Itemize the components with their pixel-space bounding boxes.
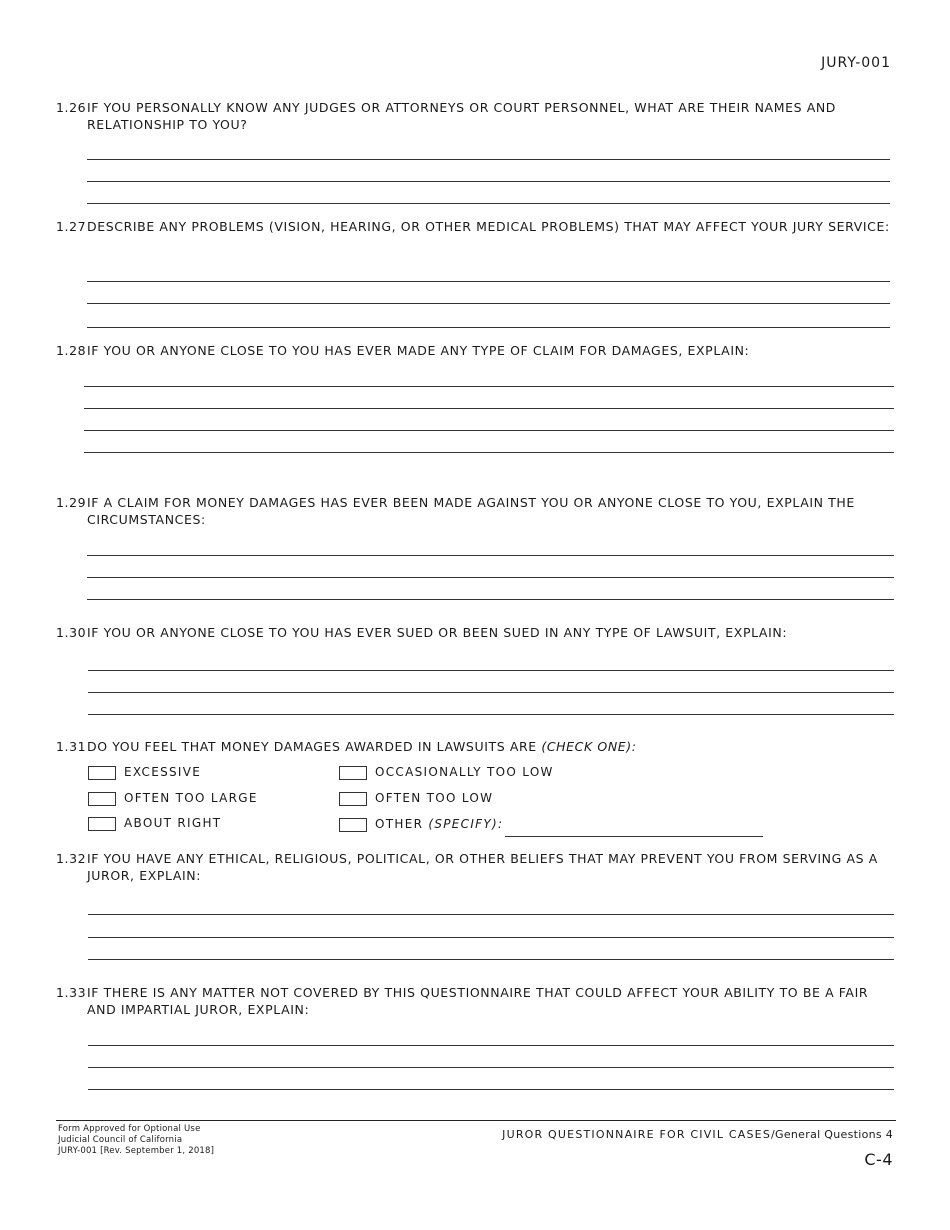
answer-line[interactable] (88, 914, 894, 915)
question-number: 1.29 (56, 495, 87, 510)
page-number: C-4 (864, 1150, 893, 1169)
answer-line[interactable] (88, 714, 894, 715)
option-label: EXCESSIVE (124, 765, 202, 779)
footer-line: JURY-001 [Rev. September 1, 2018] (58, 1146, 215, 1156)
answer-line[interactable] (84, 430, 894, 431)
answer-line[interactable] (87, 203, 890, 204)
answer-line[interactable] (87, 599, 894, 600)
question-text: IF YOU PERSONALLY KNOW ANY JUDGES OR ATTORNEYS OR COURT PERSONNEL, WHAT ARE THEIR NAMES AND RELATIONSHIP TO YOU? (87, 100, 837, 132)
answer-line[interactable] (87, 327, 890, 328)
footer-divider (56, 1120, 896, 1121)
footer-line: Judicial Council of California (58, 1135, 183, 1145)
form-subtitle: /General Questions 4 (771, 1128, 893, 1141)
option-label: OFTEN TOO LOW (375, 791, 494, 805)
question-instruction: (CHECK ONE): (541, 739, 637, 754)
answer-line[interactable] (84, 452, 894, 453)
option-label: OTHER (375, 817, 424, 831)
question-text: DO YOU FEEL THAT MONEY DAMAGES AWARDED IN LAWSUITS ARE (87, 739, 537, 754)
question-number: 1.27 (56, 219, 87, 234)
answer-line[interactable] (88, 937, 894, 938)
answer-line[interactable] (87, 159, 890, 160)
question-text: IF YOU OR ANYONE CLOSE TO YOU HAS EVER MADE ANY TYPE OF CLAIM FOR DAMAGES, EXPLAIN: (87, 343, 750, 358)
option-label: OCCASIONALLY TOO LOW (375, 765, 554, 779)
checkbox[interactable] (339, 792, 367, 806)
footer-approval (58, 1124, 214, 1157)
checkbox[interactable] (88, 792, 116, 806)
other-specify-line[interactable] (505, 836, 763, 837)
question-1-29 (56, 494, 896, 528)
question-number: 1.33 (56, 985, 87, 1000)
question-1-32 (56, 850, 896, 884)
question-1-27 (56, 218, 896, 235)
question-text: IF THERE IS ANY MATTER NOT COVERED BY THIS QUESTIONNAIRE THAT COULD AFFECT YOUR ABILITY TO BE A FAIR AND IMPARTIAL JUROR, EXPLAIN: (87, 985, 869, 1017)
answer-line[interactable] (87, 281, 890, 282)
answer-line[interactable] (87, 303, 890, 304)
question-number: 1.32 (56, 851, 87, 866)
footer-line: Form Approved for Optional Use (58, 1124, 201, 1134)
question-number: 1.26 (56, 100, 87, 115)
form-title: JUROR QUESTIONNAIRE FOR CIVIL CASES (502, 1128, 772, 1141)
answer-line[interactable] (87, 555, 894, 556)
option-label: ABOUT RIGHT (124, 816, 222, 830)
form-number: JURY-001 (821, 55, 891, 71)
question-text: IF A CLAIM FOR MONEY DAMAGES HAS EVER BEEN MADE AGAINST YOU OR ANYONE CLOSE TO YOU, EXPLAIN THE CIRCUMSTANCES: (87, 495, 855, 527)
checkbox[interactable] (339, 766, 367, 780)
answer-line[interactable] (87, 181, 890, 182)
question-text: IF YOU OR ANYONE CLOSE TO YOU HAS EVER SUED OR BEEN SUED IN ANY TYPE OF LAWSUIT, EXPLAIN: (87, 625, 788, 640)
answer-line[interactable] (87, 577, 894, 578)
answer-line[interactable] (88, 692, 894, 693)
question-text: IF YOU HAVE ANY ETHICAL, RELIGIOUS, POLITICAL, OR OTHER BELIEFS THAT MAY PREVENT YOU FROM SERVING AS A JUROR, EXPLAIN: (87, 851, 878, 883)
answer-line[interactable] (84, 386, 894, 387)
answer-line[interactable] (88, 959, 894, 960)
footer-title (502, 1128, 893, 1141)
question-number: 1.30 (56, 625, 87, 640)
question-1-28 (56, 342, 896, 359)
answer-line[interactable] (84, 408, 894, 409)
question-1-26 (56, 99, 896, 133)
answer-line[interactable] (88, 1089, 894, 1090)
checkbox[interactable] (339, 818, 367, 832)
question-number: 1.28 (56, 343, 87, 358)
question-1-31 (56, 738, 896, 755)
question-1-33 (56, 984, 896, 1018)
question-text: DESCRIBE ANY PROBLEMS (VISION, HEARING, OR OTHER MEDICAL PROBLEMS) THAT MAY AFFECT YOUR JURY SERVICE: (87, 219, 890, 234)
checkbox[interactable] (88, 817, 116, 831)
option-specify-label: (SPECIFY): (428, 817, 504, 831)
answer-line[interactable] (88, 1067, 894, 1068)
question-1-30 (56, 624, 896, 641)
answer-line[interactable] (88, 670, 894, 671)
question-number: 1.31 (56, 739, 87, 754)
checkbox[interactable] (88, 766, 116, 780)
option-label: OFTEN TOO LARGE (124, 791, 258, 805)
answer-line[interactable] (88, 1045, 894, 1046)
